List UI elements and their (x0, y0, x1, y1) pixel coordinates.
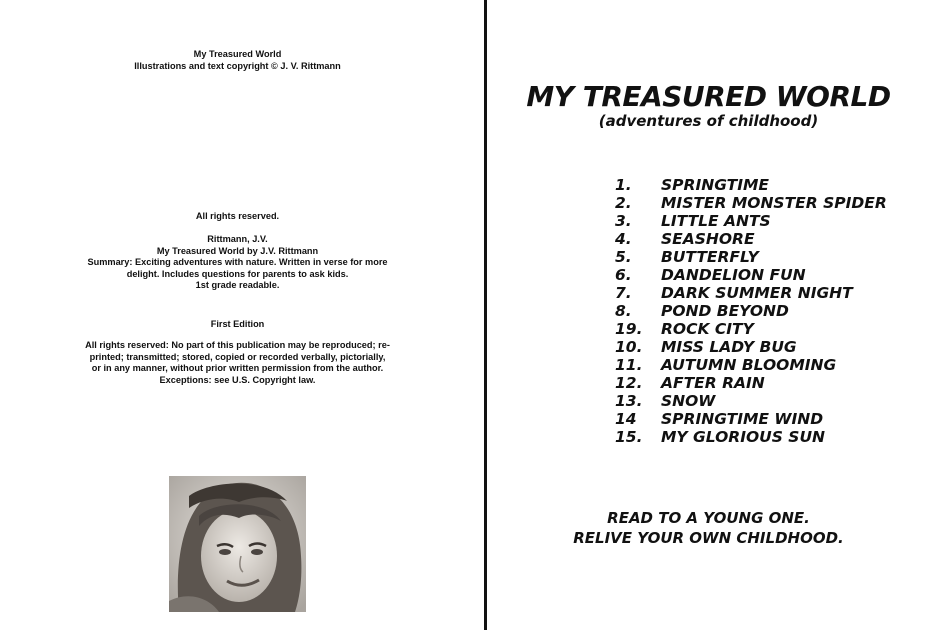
book-subtitle: (adventures of childhood) (598, 112, 819, 130)
toc-number: 13. (615, 392, 643, 410)
toc-number: 4. (615, 230, 632, 248)
toc-item (615, 338, 915, 356)
table-of-contents (615, 176, 915, 446)
toc-item (615, 320, 915, 338)
toc-number: 14 (615, 410, 637, 428)
legal-notice (40, 340, 435, 386)
footer-tagline (487, 508, 930, 548)
toc-item (615, 194, 915, 212)
legal-line: Exceptions: see U.S. Copyright law. (159, 374, 316, 385)
legal-line: All rights reserved: No part of this publication may be reproduced; re- (85, 340, 390, 350)
edition-label: First Edition (210, 319, 265, 329)
toc-item (615, 302, 915, 320)
footer-line-1: READ TO A YOUNG ONE. (607, 509, 810, 527)
catalog-book: My Treasured World by J.V. Rittmann (156, 245, 319, 256)
catalog-author: Rittmann, J.V. (207, 234, 268, 244)
copyright-header (40, 49, 435, 72)
toc-number: 8. (615, 302, 632, 320)
catalog-summary-line: delight. Includes questions for parents to ask kids. (126, 268, 349, 279)
toc-number: 12. (615, 374, 643, 392)
toc-title: SPRINGTIME (661, 176, 770, 194)
toc-item (615, 212, 915, 230)
catalog-block (40, 234, 435, 292)
toc-number: 2. (615, 194, 632, 212)
toc-title: MY GLORIOUS SUN (661, 428, 826, 446)
book-title: MY TREASURED WORLD (526, 80, 891, 113)
legal-line: or in any manner, without prior written permission from the author. (91, 363, 384, 373)
toc-item (615, 374, 915, 392)
rights-reserved: All rights reserved. (195, 211, 280, 221)
toc-number: 19. (615, 320, 643, 338)
toc-item (615, 356, 915, 374)
catalog-summary-line: 1st grade readable. (195, 280, 280, 290)
toc-item (615, 428, 915, 446)
footer-line-2: RELIVE YOUR OWN CHILDHOOD. (573, 529, 844, 547)
toc-item (615, 392, 915, 410)
toc-item (615, 266, 915, 284)
toc-title: ROCK CITY (661, 320, 754, 338)
toc-item (615, 248, 915, 266)
toc-number: 10. (615, 338, 643, 356)
toc-number: 15. (615, 428, 643, 446)
toc-number: 6. (615, 266, 632, 284)
toc-number: 7. (615, 284, 632, 302)
toc-title: SPRINGTIME WIND (661, 410, 824, 428)
toc-title: MISTER MONSTER SPIDER (661, 194, 887, 212)
toc-item (615, 284, 915, 302)
toc-title: AFTER RAIN (661, 374, 765, 392)
toc-title: LITTLE ANTS (661, 212, 771, 230)
right-page (487, 0, 930, 630)
toc-title: DARK SUMMER NIGHT (661, 284, 853, 302)
toc-title: DANDELION FUN (661, 266, 806, 284)
toc-number: 11. (615, 356, 643, 374)
author-photo (169, 476, 306, 612)
toc-title: POND BEYOND (661, 302, 789, 320)
toc-title: SNOW (661, 392, 716, 410)
toc-item (615, 230, 915, 248)
toc-title: AUTUMN BLOOMING (661, 356, 837, 374)
toc-title: MISS LADY BUG (661, 338, 797, 356)
toc-number: 5. (615, 248, 632, 266)
toc-title: BUTTERFLY (661, 248, 759, 266)
toc-title: SEASHORE (661, 230, 755, 248)
legal-line: printed; transmitted; stored, copied or recorded verbally, pictorially, (89, 351, 386, 362)
toc-item (615, 176, 915, 194)
toc-number: 3. (615, 212, 632, 230)
catalog-summary-line: Summary: Exciting adventures with nature. Written in verse for more (87, 257, 388, 267)
header-copyright: Illustrations and text copyright © J. V. Rittmann (134, 60, 341, 71)
toc-number: 1. (615, 176, 632, 194)
header-title: My Treasured World (193, 49, 282, 59)
toc-item (615, 410, 915, 428)
